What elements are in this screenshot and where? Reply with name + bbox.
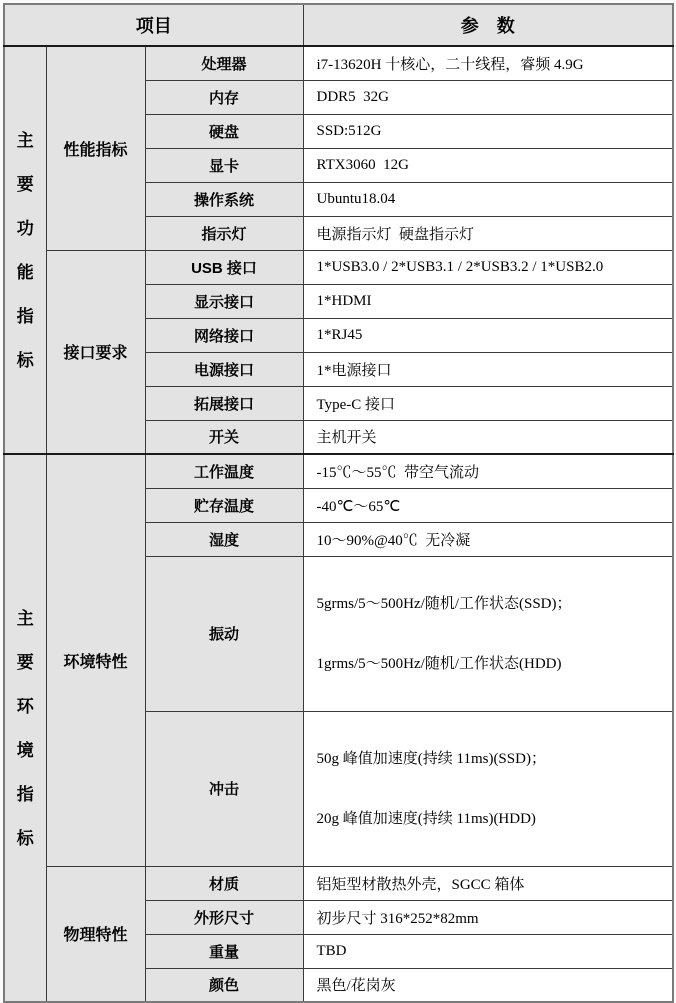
group-label-main-function — [4, 46, 46, 454]
row-value-line: 20g 峰值加速度(持续 11ms)(HDD) — [316, 810, 536, 827]
row-value-cell: 1*RJ45 — [303, 318, 673, 352]
spec-row — [4, 454, 673, 488]
row-value-cell: RTX3060 12G — [303, 148, 673, 182]
row-label-cell: 开关 — [145, 420, 303, 454]
spec-table — [3, 3, 674, 1003]
vertical-label — [5, 132, 46, 369]
vertical-label — [5, 610, 46, 847]
group-label-main-environment — [4, 454, 46, 1002]
row-value-cell: SSD:512G — [303, 114, 673, 148]
row-label-cell: 重量 — [145, 934, 303, 968]
row-label-cell: 颜色 — [145, 968, 303, 1002]
group-char: 指 — [16, 784, 34, 804]
row-value-line: 1grms/5～500Hz/随机/工作状态(HDD) — [316, 655, 562, 672]
row-label-cell: 网络接口 — [145, 318, 303, 352]
row-value-line: 50g 峰值加速度(持续 11ms)(SSD)； — [316, 750, 546, 767]
row-value-cell — [303, 711, 673, 866]
group-char: 标 — [16, 828, 34, 848]
row-value-cell: 初步尺寸 316*252*82mm — [303, 900, 673, 934]
row-value-cell: DDR5 32G — [303, 80, 673, 114]
row-value-cell: 主机开关 — [303, 420, 673, 454]
row-label-cell: 操作系统 — [145, 182, 303, 216]
row-value-cell: -40℃～65℃ — [303, 488, 673, 522]
header-row — [4, 4, 673, 46]
group-char: 功 — [16, 218, 34, 238]
row-value-cell: 1*USB3.0 / 2*USB3.1 / 2*USB3.2 / 1*USB2.0 — [303, 250, 673, 284]
header-item: 项目 — [4, 4, 303, 46]
row-value-cell: 电源指示灯 硬盘指示灯 — [303, 216, 673, 250]
spec-row — [4, 866, 673, 900]
section-label-environment: 环境特性 — [46, 454, 145, 866]
row-label-cell: 处理器 — [145, 46, 303, 80]
row-label-cell: 指示灯 — [145, 216, 303, 250]
section-label-interface: 接口要求 — [46, 250, 145, 454]
section-label-physical: 物理特性 — [46, 866, 145, 1002]
row-label-cell: 内存 — [145, 80, 303, 114]
group-char: 主 — [16, 608, 34, 628]
row-label-cell: 显示接口 — [145, 284, 303, 318]
row-label-cell: 硬盘 — [145, 114, 303, 148]
row-value-cell: Type-C 接口 — [303, 386, 673, 420]
spec-row — [4, 250, 673, 284]
row-value-cell: Ubuntu18.04 — [303, 182, 673, 216]
row-label-cell: 冲击 — [145, 711, 303, 866]
spec-row — [4, 46, 673, 80]
row-value-cell: -15℃～55℃ 带空气流动 — [303, 454, 673, 488]
row-label-cell: 湿度 — [145, 522, 303, 556]
group-char: 要 — [16, 174, 34, 194]
row-value-cell: i7-13620H 十核心，二十线程，睿频 4.9G — [303, 46, 673, 80]
row-value-cell: 1*电源接口 — [303, 352, 673, 386]
row-label-cell: 拓展接口 — [145, 386, 303, 420]
section-label-performance: 性能指标 — [46, 46, 145, 250]
group-char: 指 — [16, 306, 34, 326]
row-label-cell: 工作温度 — [145, 454, 303, 488]
row-value-line: 5grms/5～500Hz/随机/工作状态(SSD)； — [316, 595, 572, 612]
group-char: 要 — [16, 652, 34, 672]
group-char: 主 — [16, 130, 34, 150]
group-char: 能 — [16, 262, 34, 282]
row-label-cell: 电源接口 — [145, 352, 303, 386]
row-value-cell: 黑色/花岗灰 — [303, 968, 673, 1002]
row-label-cell: 材质 — [145, 866, 303, 900]
row-label-cell: 振动 — [145, 556, 303, 711]
group-char: 环 — [16, 696, 34, 716]
group-char: 标 — [16, 350, 34, 370]
row-label-cell: 外形尺寸 — [145, 900, 303, 934]
row-label-cell: 显卡 — [145, 148, 303, 182]
row-value-cell: TBD — [303, 934, 673, 968]
row-label-cell: USB 接口 — [145, 250, 303, 284]
row-label-cell: 贮存温度 — [145, 488, 303, 522]
group-char: 境 — [16, 740, 34, 760]
row-value-cell: 铝矩型材散热外壳，SGCC 箱体 — [303, 866, 673, 900]
row-value-cell: 10～90%@40℃ 无冷凝 — [303, 522, 673, 556]
row-value-cell: 1*HDMI — [303, 284, 673, 318]
row-value-cell — [303, 556, 673, 711]
header-param: 参 数 — [303, 4, 673, 46]
